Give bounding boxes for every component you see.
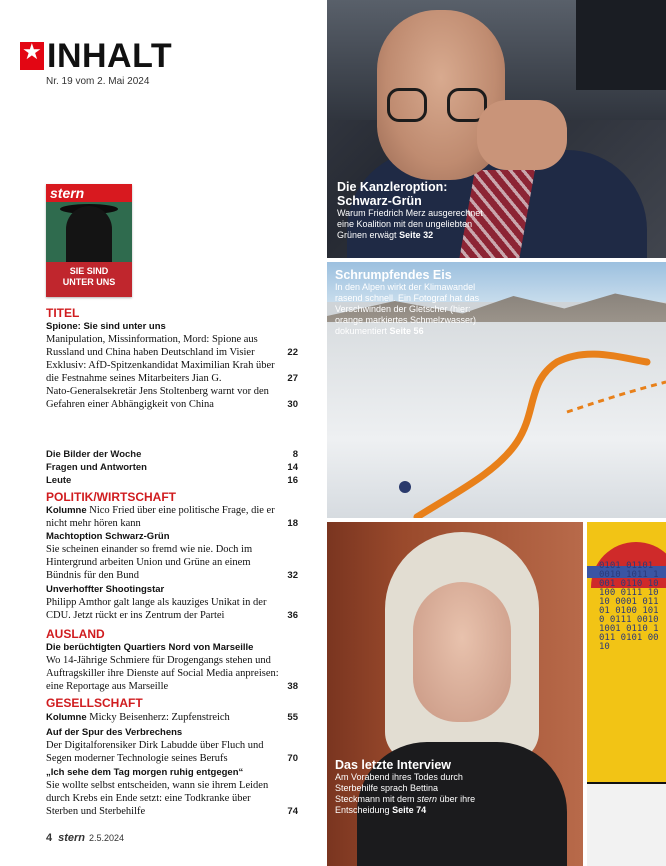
entry-page: 74 [287,806,298,817]
building-illustration [587,782,666,866]
entry-page: 38 [287,681,298,692]
interview-photo[interactable] [327,522,583,866]
entry-page: 30 [287,399,298,410]
cover-thumbnail[interactable] [46,184,132,297]
photographer-figure [399,481,411,493]
toc-row-fragen[interactable]: Fragen und Antworten 14 [46,462,298,473]
toc-entry-krah[interactable] [46,359,298,385]
page-title: INHALT [47,37,173,75]
entry-text: Exklusiv: AfD-Spitzenkandidat Maximilian Krah über die Festnahme seines Mitarbeiters Jian G. [46,360,275,384]
masthead [20,37,173,75]
page-number: 4 [46,832,53,844]
entry-page: 36 [287,610,298,621]
section-politik: POLITIK/WIRTSCHAFT [46,490,176,504]
cover-headline-1: SIE SIND [69,266,109,276]
toc-row-leute[interactable]: Leute 16 [46,475,298,486]
entry-page: 55 [287,712,298,723]
entry-headline: Spione: Sie sind unter uns [46,321,166,332]
issue-info: Nr. 19 vom 2. Mai 2024 [46,76,150,87]
magazine-name: stern [58,832,86,844]
footer-date: 2.5.2024 [89,833,125,843]
toc-entry-stoltenberg[interactable] [46,385,298,411]
stern-star-icon [20,42,44,70]
entry-page: 70 [287,753,298,764]
toc-entry-labudde[interactable]: Auf der Spur des Verbrechens Der Digitalforensiker Dirk Labudde über Fluch und Segen moderner Technologie seines Berufs 70 [46,727,298,764]
section-titel: TITEL [46,306,80,320]
entry-text: Manipulation, Missinformation, Mord: Spione aus Russland und China haben Deutschland im Visier [46,334,258,358]
portrait-face [413,582,511,722]
page-footer [46,832,124,844]
caption-eis: Schrumpfendes Eis In den Alpen wirkt der Klimawandel rasend schnell. Ein Fotograf hat das Verschwinden der Gletscher (hier: orange markiertes Schmelzwasser) dokumentiert Seite 56 [335,268,480,336]
toc-entry-schwarz-gruen[interactable]: Machtoption Schwarz-Grün Sie scheinen einander so fremd wie nie. Doch im Hintergrund arbeiten Union und Grüne an einem Bündnis für den Bund 32 [46,531,298,581]
binary-illustration[interactable] [587,522,666,866]
spy-figure-illustration [66,206,112,266]
section-ausland: AUSLAND [46,627,105,641]
section-gesellschaft: GESELLSCHAFT [46,696,143,710]
entry-page: 27 [287,373,298,384]
toc-entry-sterbehilfe[interactable]: „Ich sehe dem Tag morgen ruhig entgegen“ Sie wollte selbst entscheiden, wann sie ihrem Leiden durch Krebs ein Ende setzt: eine Todkranke über Sterben und Sterbehilfe 74 [46,767,298,817]
cover-headline-2: UNTER UNS [62,277,116,287]
toc-entry-kolumne-beisenherz[interactable]: Kolumne Micky Beisenherz: Zupfenstreich 55 [46,712,298,723]
toc-entry-amthor[interactable]: Unverhoffter Shootingstar Philipp Amthor galt lange als kauziges Unikat in der CDU. Jetzt rückt er ins Zentrum der Partei 36 [46,584,298,621]
entry-page: 22 [287,347,298,358]
toc-row-bilder[interactable]: Die Bilder der Woche 8 [46,449,298,460]
glacier-photo[interactable] [327,262,666,518]
toc-entry-kolumne-fried[interactable]: Kolumne Nico Fried über eine politische Frage, die er nicht mehr hören kann 18 [46,505,298,529]
binary-code-art: 0101 01101 0010 1011 1001 0110 10100 0111 1010 0001 01101 0100 1010 0111 0010 1001 0110 1011 0101 0010 [599,561,659,652]
table-of-contents [0,0,325,866]
merz-photo[interactable] [327,0,666,258]
toc-entry-marseille[interactable]: Die berüchtigten Quartiers Nord von Marseille Wo 14-Jährige Schmiere für Drogengangs stehen und Auftragskiller ihre Dienste auf Social Media anpreisen: eine Reportage aus Marseille 38 [46,642,298,692]
caption-merz: Die Kanzleroption: Schwarz-Grün Warum Friedrich Merz ausgerechnet eine Koalition mit den ungeliebten Grünen erwägt Seite 32 [337,180,483,240]
caption-interview: Das letzte Interview Am Vorabend ihres Todes durch Sterbehilfe sprach Bettina Steckmann mit dem stern über ihre Entscheidung Seite 74 [335,758,476,815]
toc-entry-spione[interactable] [46,320,298,359]
glasses-illustration [387,88,427,122]
entry-text: Nato-Generalsekretär Jens Stoltenberg warnt vor den Gefahren einer Abhängigkeit von China [46,386,269,410]
cover-logo: stern [50,185,85,201]
entry-page: 18 [287,518,298,529]
entry-page: 32 [287,570,298,581]
